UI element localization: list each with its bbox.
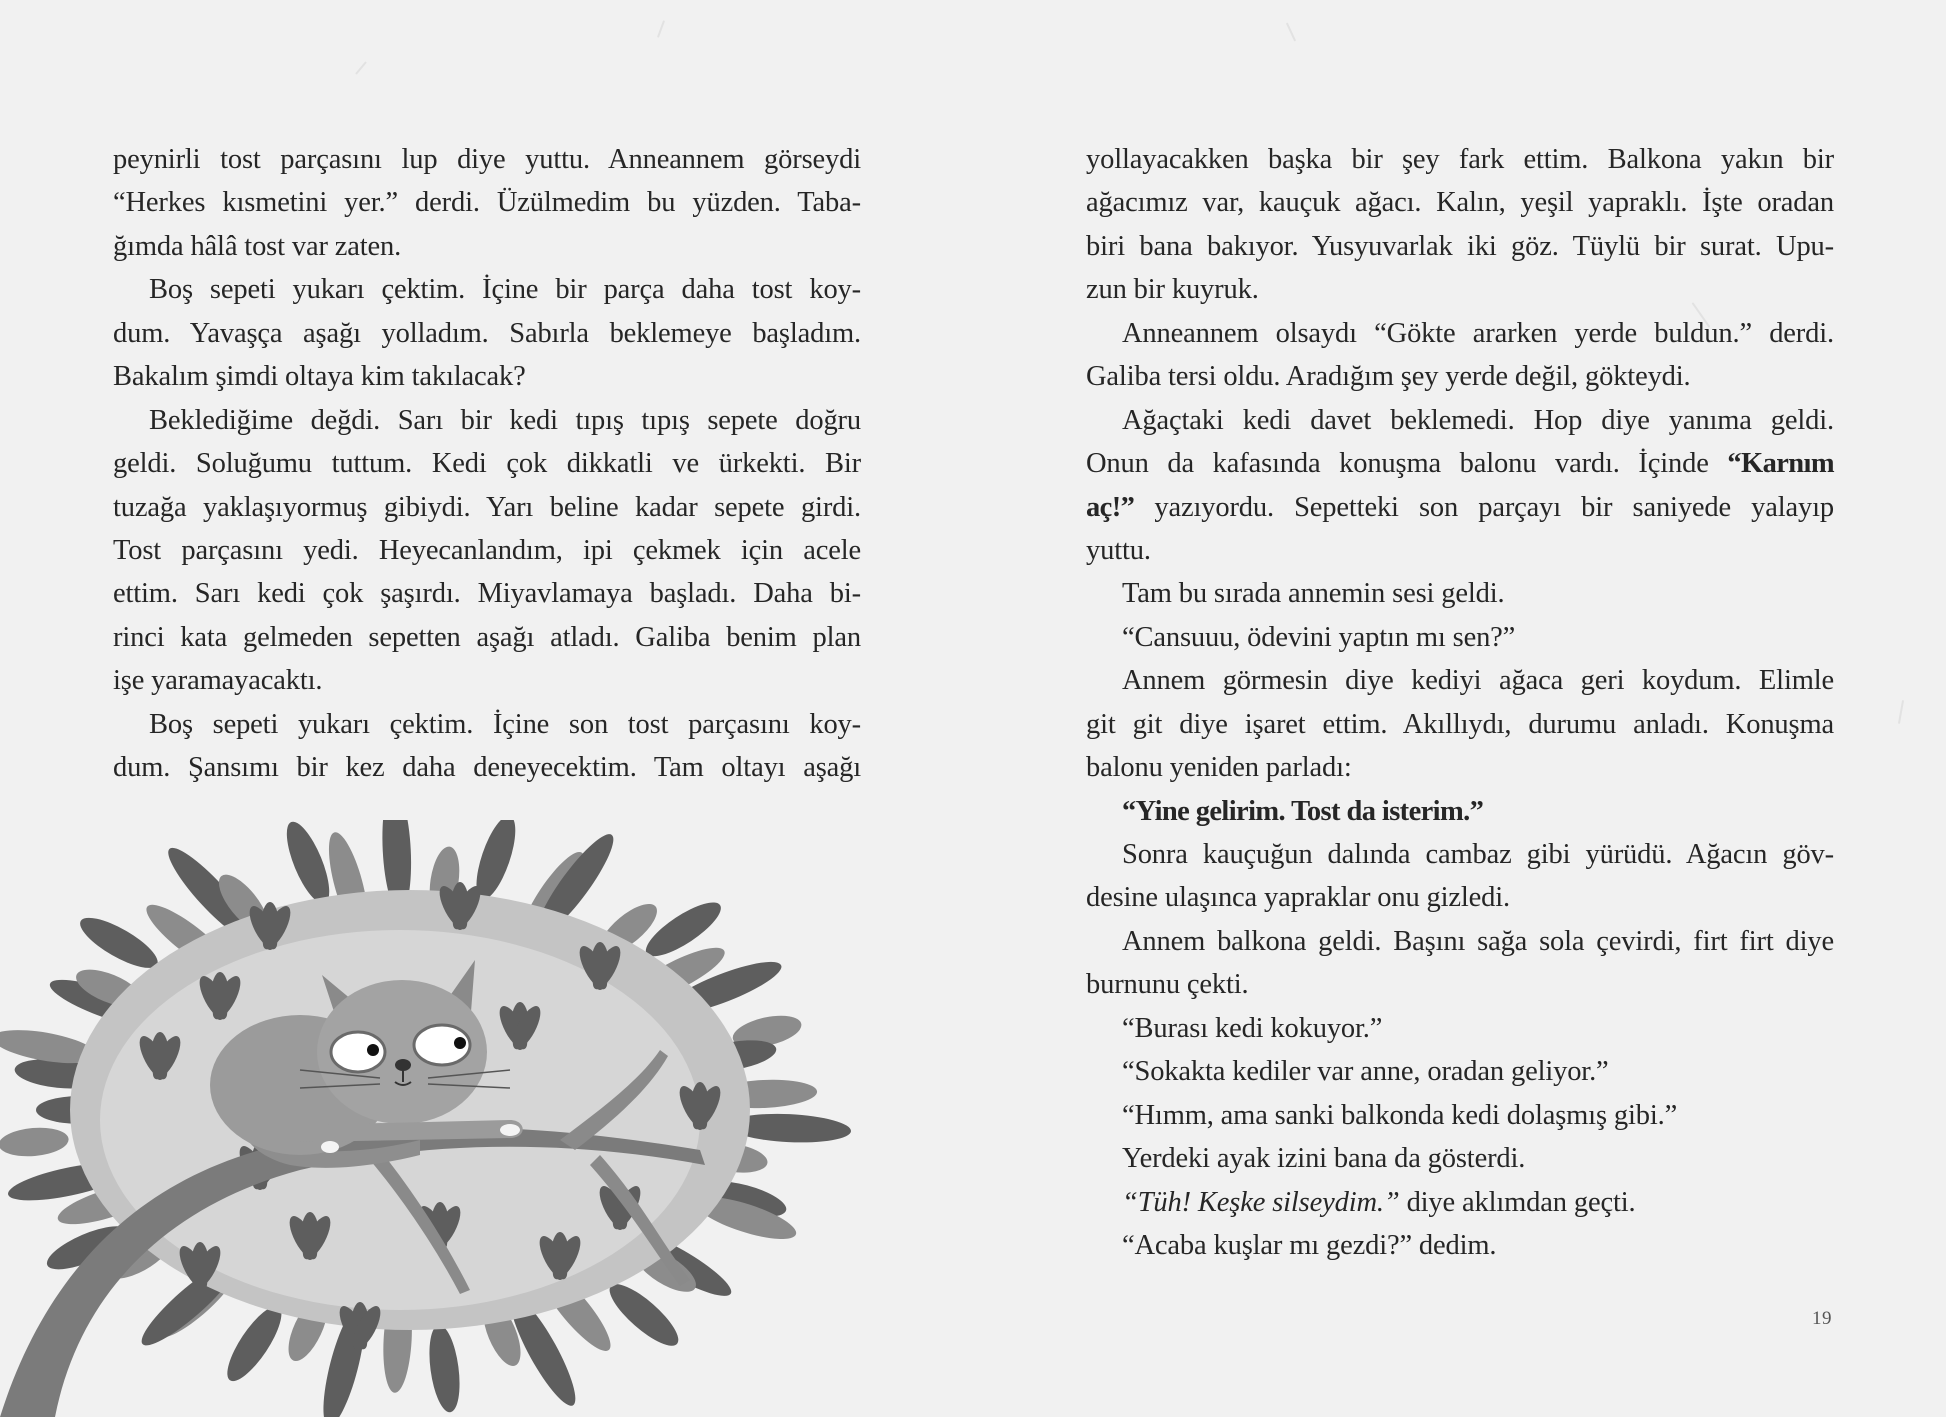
text-line: yuttu.: [1086, 534, 1151, 566]
cat-nose: [395, 1059, 411, 1071]
text-line: “Hımm, ama sanki balkonda kedi dolaşmış gibi.”: [1122, 1099, 1678, 1131]
page-number: 19: [1812, 1308, 1832, 1329]
text-line: “Sokakta kediler var anne, oradan geliyor.”: [1122, 1056, 1609, 1088]
text-line: işe yaramayacaktı.: [113, 665, 323, 697]
text-line: dum. Şansımı bir kez daha deneyecektim. Tam oltayı aşağı: [113, 752, 861, 784]
text-line: Annem görmesin diye kediyi ağaca geri koydum. Elimle: [1122, 665, 1834, 697]
text-line: Ağaçtaki kedi davet beklemedi. Hop diye yanıma geldi.: [1122, 404, 1834, 436]
text-line: git git diye işaret ettim. Akıllıydı, durumu anladı. Konuşma: [1086, 708, 1834, 740]
leaf-spike: [425, 1323, 464, 1414]
text-line: “Burası kedi kokuyor.”: [1122, 1012, 1383, 1044]
paper-texture: [657, 20, 665, 38]
text-segment: yazıyordu. Sepetteki son parçayı bir saniyede yalayıp: [1134, 491, 1834, 523]
text-line: [1086, 1181, 1834, 1224]
text-line: Annem balkona geldi. Başını sağa sola çevirdi, firt firt diye: [1122, 925, 1834, 957]
text-line: Boş sepeti yukarı çektim. İçine son tost parçasını koy-: [149, 708, 861, 740]
bold-quote-line: “Yine gelirim. Tost da isterim.”: [1122, 795, 1484, 827]
text-line: Tam bu sırada annemin sesi geldi.: [1122, 578, 1505, 610]
text-line: zun bir kuyruk.: [1086, 274, 1259, 306]
text-line: Beklediğime değdi. Sarı bir kedi tıpış tıpış sepete doğru: [149, 404, 861, 436]
text-line: “Cansuuu, ödevini yaptın mı sen?”: [1122, 621, 1516, 653]
left-text-column: [113, 138, 861, 790]
leaf-spike: [0, 1125, 70, 1159]
text-line: “Acaba kuşlar mı gezdi?” dedim.: [1122, 1229, 1497, 1261]
cat-pupil-right: [454, 1037, 466, 1049]
cat-paw-tip: [500, 1124, 520, 1136]
text-segment: Onun da kafasında konuşma balonu vardı. İçinde: [1086, 448, 1728, 480]
text-line: “Herkes kısmetini yer.” derdi. Üzülmedim bu yüzden. Taba-: [113, 187, 861, 219]
paper-texture: [1898, 700, 1904, 724]
italic-thought: “Tüh! Keşke silseydim.”: [1122, 1186, 1400, 1218]
right-text-column: [1086, 138, 1834, 1267]
text-line: ağacımız var, kauçuk ağacı. Kalın, yeşil yapraklı. İşte oradan: [1086, 187, 1834, 219]
text-line: Anneannem olsaydı “Gökte ararken yerde buldun.” derdi.: [1122, 317, 1834, 349]
text-line: [1086, 442, 1834, 485]
text-line: geldi. Soluğumu tuttum. Kedi çok dikkatli ve ürkekti. Bir: [113, 448, 861, 480]
bold-quote: “Karnım: [1727, 448, 1834, 480]
text-line: Bakalım şimdi oltaya kim takılacak?: [113, 361, 526, 393]
text-line: burnunu çekti.: [1086, 969, 1249, 1001]
text-line: yollayacakken başka bir şey fark ettim. Balkona yakın bir: [1086, 144, 1834, 175]
text-line: desine ulaşınca yapraklar onu gizledi.: [1086, 882, 1511, 914]
paper-texture: [355, 61, 367, 75]
text-segment: diye aklımdan geçti.: [1399, 1186, 1636, 1218]
cat-pupil-left: [367, 1044, 379, 1056]
text-line: Boş sepeti yukarı çektim. İçine bir parça daha tost koy-: [149, 274, 861, 306]
text-line: Yerdeki ayak izini bana da gösterdi.: [1122, 1143, 1526, 1175]
text-line: Sonra kauçuğun dalında cambaz gibi yürüdü. Ağacın göv-: [1122, 839, 1834, 870]
cat-in-tree-illustration: [0, 820, 860, 1417]
text-line: rinci kata gelmeden sepetten aşağı atladı. Galiba benim plan: [113, 621, 861, 653]
text-line: ettim. Sarı kedi çok şaşırdı. Miyavlamaya başladı. Daha bi-: [113, 578, 861, 610]
leaf-spike: [278, 820, 337, 909]
text-line: Tost parçasını yedi. Heyecanlandım, ipi çekmek için acele: [113, 534, 861, 566]
text-line: biri bana bakıyor. Yusyuvarlak iki göz. Tüylü bir surat. Upu-: [1086, 230, 1834, 262]
text-line: [1086, 486, 1834, 529]
text-line: balonu yeniden parladı:: [1086, 752, 1352, 784]
text-line: tuzağa yaklaşıyormuş gibiydi. Yarı beline kadar sepete girdi.: [113, 491, 861, 523]
paper-texture: [1286, 23, 1296, 42]
text-line: peynirli tost parçasını lup diye yuttu. Anneannem görseydi: [113, 144, 861, 175]
text-line: ğımda hâlâ tost var zaten.: [113, 230, 402, 262]
bold-quote: aç!”: [1086, 491, 1135, 523]
text-line: Galiba tersi oldu. Aradığım şey yerde değil, gökteydi.: [1086, 361, 1691, 393]
text-line: dum. Yavaşça aşağı yolladım. Sabırla beklemeye başladım.: [113, 317, 861, 349]
cat-paw-tip: [321, 1141, 339, 1153]
